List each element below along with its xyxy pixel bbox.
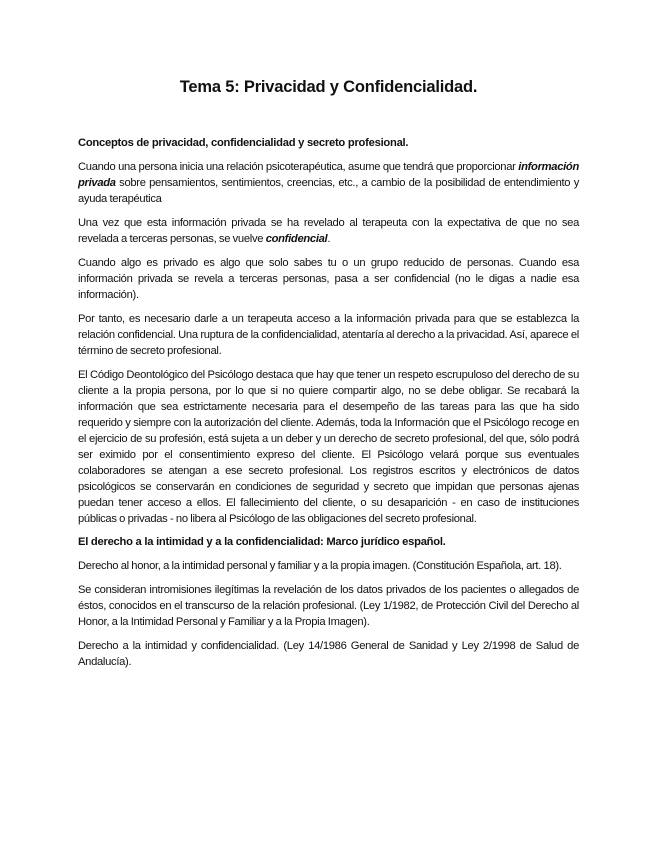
paragraph-text: Una vez que esta información privada se ha revelado al terapeuta con la expectativa de que no sea revelada a terceras personas, se vuelve [78, 217, 579, 245]
document-title: Tema 5: Privacidad y Confidencialidad. [179, 78, 478, 96]
document-page [78, 0, 579, 848]
paragraph-ley-sanidad: Derecho a la intimidad y confidencialidad. (Ley 14/1986 General de Sanidad y Ley 2/1998 de Salud de Andalucía). [78, 640, 579, 668]
section-heading-conceptos: Conceptos de privacidad, confidencialidad y secreto profesional. [78, 137, 409, 149]
paragraph-text: Cuando una persona inicia una relación psicoterapéutica, asume que tendrá que proporcionar [78, 161, 519, 173]
paragraph-confidencial [78, 215, 579, 247]
paragraph-text: . [327, 233, 331, 245]
paragraph-text: sobre pensamientos, sentimientos, creencias, etc., a cambio de la posibilidad de entendimiento y ayuda terapéutica [78, 177, 579, 205]
paragraph-acceso: Por tanto, es necesario darle a un terapeuta acceso a la información privada para que se establezca la relación confidencial. Una ruptura de la confidencialidad, atentaría al derecho a la privacidad. Así, aparece el término de secreto profesional. [78, 313, 579, 357]
paragraph-intromisiones: Se consideran intromisiones ilegítimas la revelación de los datos privados de los pacientes o allegados de éstos, conocidos en el transcurso de la relación profesional. (Ley 1/1982, de Protección Civil del Derecho al Honor, a la Intimidad Personal y Familiar y a la Propia Imagen). [78, 584, 579, 628]
emphasis-informacion-privada: información privada [78, 161, 579, 189]
document-body [78, 136, 579, 678]
emphasis-confidencial: confidencial [265, 233, 328, 245]
paragraph-codigo-deontologico: El Código Deontológico del Psicólogo destaca que hay que tener un respeto escrupuloso del derecho de su cliente a la propia persona, por lo que si no quiere compartir algo, no se debe obligar. Se recabará la información que sea estrictamente necesaria para el desempeño de las tareas para las que ha sido requerido y siempre con la autorización del cliente. Además, toda la Información que el Psicólogo recoge en el ejercicio de su profesión, está sujeta a un deber y un derecho de secreto profesional, del que, sólo podrá ser eximido por el consentimiento expreso del cliente. El Psicólogo velará porque sus eventuales colaboradores se atengan a ese secreto profesional. Los registros escritos y electrónicos de datos psicológicos se conservarán en condiciones de seguridad y secreto que impidan que personas ajenas puedan tener acceso a ellos. El fallecimiento del cliente, o su desaparición - en caso de instituciones públicas o privadas - no libera al Psicólogo de las obligaciones del secreto profesional. [78, 369, 579, 525]
paragraph-informacion-privada [78, 159, 579, 207]
section-heading-derecho-intimidad: El derecho a la intimidad y a la confidencialidad: Marco jurídico español. [78, 536, 446, 548]
paragraph-derecho-honor: Derecho al honor, a la intimidad personal y familiar y a la propia imagen. (Constitución Española, art. 18). [78, 560, 562, 572]
paragraph-privado: Cuando algo es privado es algo que solo sabes tu o un grupo reducido de personas. Cuando esa información privada se revela a terceras personas, pasa a ser confidencial (no le digas a nadie esa información). [78, 257, 579, 301]
